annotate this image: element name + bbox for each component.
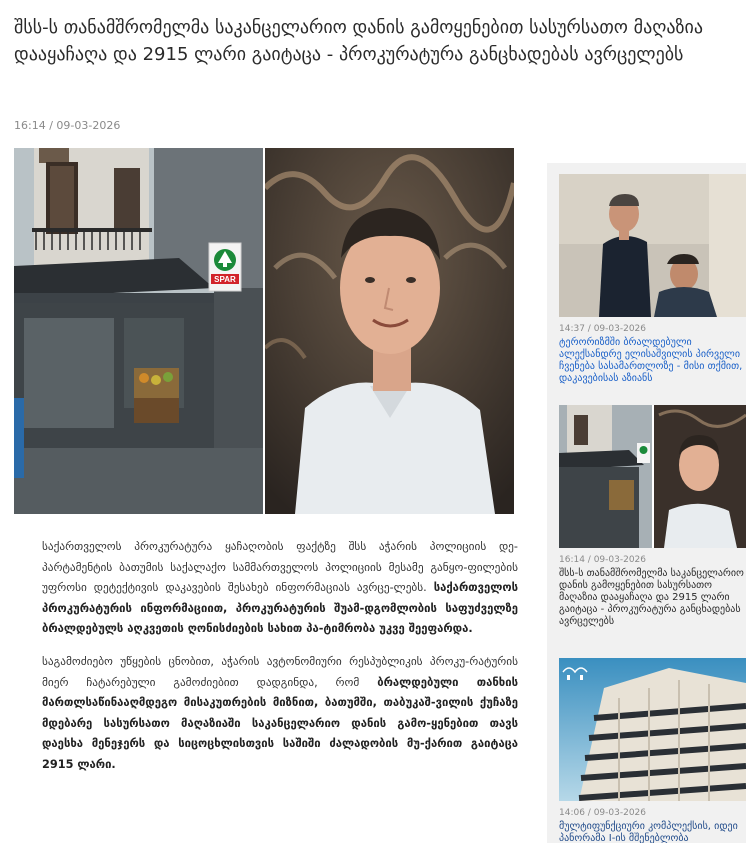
paragraph-bold-text: ბრალდებული თანხის მართლსაწინააღმდეგო მისაკუთრების მიზნით, ბათუმში, თაბუკაშ-ვილის ქუჩაზე მდებარე სასურსათო მაღაზიაში საკანცელარიო დანის გამო-ყენებით თავს დაესხა მენეჯერს და სიცოცხლისთვის საშიში ძალადობის მუ-ქარით გაიტაცა 2915 ლარი. <box>42 675 519 771</box>
article-title: შსს-ს თანამშრომელმა საკანცელარიო დანის გამოყენებით სასურსათო მაღაზია დააყაჩაღა და 2915 ლარი გაიტაცა - პროკურატურა განცხადებას ავრცელებს <box>14 17 703 65</box>
related-news-thumbnail[interactable] <box>559 174 746 317</box>
paragraph-text: საგამოძიებო უწყების ცნობით, აჭარის ავტონომიური რესპუბლიკის პროკუ-რატურის მიერ ჩატარებული გამოძიებით დადგინდა, რომ <box>42 654 518 689</box>
related-news-time: 14:06 / 09-03-2026 <box>559 808 646 818</box>
shop-sign-text: SPAR <box>214 275 236 284</box>
shop-photo <box>14 148 263 514</box>
article-paragraph <box>42 652 518 776</box>
article-timestamp: 16:14 / 09-03-2026 <box>14 119 121 132</box>
article-paragraph <box>42 537 518 640</box>
related-news-time: 14:37 / 09-03-2026 <box>559 324 646 334</box>
related-news-time: 16:14 / 09-03-2026 <box>559 555 646 565</box>
related-news-sidebar <box>547 163 746 843</box>
related-news-thumbnail[interactable] <box>559 658 746 801</box>
related-news-thumbnail[interactable] <box>559 405 746 548</box>
article-body <box>42 537 518 788</box>
paragraph-text: საქართველოს პროკურატურა ყაჩაღობის ფაქტზე შსს აჭარის პოლიციის დე-პარტამენტის ბათუმის საქალაქო სამმართველოს პოლიციის მესამე განყო-ფილების უფროსი დეტექტივის დაკავების შესახებ ინფორმაციას ავრცე-ლებს. <box>42 540 518 595</box>
suspect-photo <box>265 148 514 514</box>
related-news-card[interactable] <box>559 174 746 384</box>
article-main-photo <box>14 148 514 514</box>
paragraph-bold-text: საქართველოს პროკურატურის ინფორმაციით, პროკურატურის შუამ-დგომლობის საფუძველზე ბრალდებულს აღკვეთის ღონისძიების სახით პა-ტიმრობა უკვე შეეფარდა. <box>42 581 518 636</box>
related-news-title[interactable]: ტერორიზმში ბრალდებული ალექსანდრე ელისაშვილის პირველი ჩვენება სასამართლოზე - მისი თქმით, დაკავებისას აზიანს <box>559 337 743 384</box>
related-news-title[interactable]: მულტიფუნქციური კომპლექსის, იდეი პანორამა I-ის მშენებლობა <box>559 821 738 843</box>
related-news-title[interactable]: შსს-ს თანამშრომელმა საკანცელარიო დანის გამოყენებით სასურსათო მაღაზია დააყაჩაღა და 2915 ლარი გაიტაცა - პროკურატურა განცხადებას ავრცელებს <box>559 568 744 627</box>
related-news-card[interactable] <box>559 405 746 635</box>
related-news-card[interactable] <box>559 658 746 843</box>
